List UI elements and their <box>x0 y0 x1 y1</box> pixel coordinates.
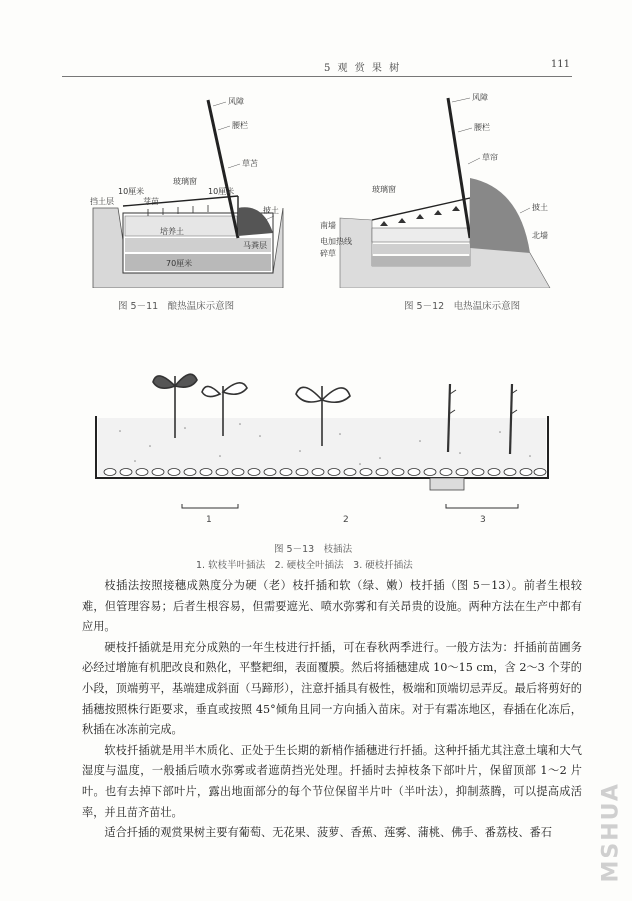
figure-5-12-electric-hotbed <box>320 88 560 288</box>
watermark <box>596 775 626 885</box>
figure-5-13-caption: 图 5－13 枝插法 <box>274 544 353 555</box>
marker-3: 3 <box>480 515 486 525</box>
page-number: 111 <box>550 59 570 70</box>
paragraph-1: 枝插法按照接穗成熟度分为硬（老）枝扦插和软（绿、嫩）枝扦插（图 5－13）。前者生根较难，但管理容易；后者生根容易，但需要遮光、喷水弥雾和有关昂贵的设施。两种方法在生产中都有应用。 <box>82 579 582 634</box>
label-ten-cm-right: 10厘米 <box>208 187 235 196</box>
paragraph-4: 适合扦插的观赏果树主要有葡萄、无花果、菠萝、香蕉、莲雾、蒲桃、佛手、番荔枝、番石 <box>104 826 552 840</box>
figure-5-11-hotbed <box>88 88 288 288</box>
label-seventy-cm: 70厘米 <box>166 259 193 268</box>
label-seedlings: 芽苗 <box>143 197 159 206</box>
label-rail: 腰栏 <box>232 121 248 130</box>
label-heating-material: 马粪层 <box>243 241 267 250</box>
label-ground-level: 挡土层 <box>90 197 114 206</box>
figure-5-12-caption: 图 5－12 电热温床示意图 <box>404 301 521 312</box>
marker-1: 1 <box>206 515 212 525</box>
paragraph-2: 硬枝扦插就是用充分成熟的一年生枝进行扦插，可在春秋两季进行。一般方法为：扦插前苗圃务必经过增施有机肥改良和熟化，平整耙细，表面覆膜。然后将插穗建成 10～15 cm，含 2～3 个芽的小段，顶端剪平，基端建成斜面（马蹄形），注意扦插具有极性，极端和顶端切忌弄反。最后将剪好的插穗按照株行距要求，垂直或按照 45°倾角且同一方向插入苗床。对于有霜冻地区，春插在化冻后，秋插在冰冻前完成。 <box>82 640 582 737</box>
label-soil-bank: 披土 <box>263 206 279 215</box>
running-head: 5 观 赏 果 树 <box>324 63 402 74</box>
figure-5-13-subcaption: 1. 软枝半叶插法 2. 硬枝全叶插法 3. 硬枝扦插法 <box>196 560 413 571</box>
page-header <box>62 58 572 77</box>
label-glass-frame: 玻璃窗 <box>372 185 396 194</box>
figure-5-11-caption: 图 5－11 酿热温床示意图 <box>118 301 235 312</box>
label-wind-barrier: 风障 <box>472 93 488 102</box>
label-soil-bank: 披土 <box>532 203 548 212</box>
label-glass-frame: 玻璃窗 <box>173 177 197 186</box>
label-culture-soil: 培养土 <box>160 227 184 236</box>
label-wind-barrier: 风障 <box>228 97 244 106</box>
label-straw-mat: 草帘 <box>482 153 498 162</box>
watermark-text: MSHUA <box>598 782 624 883</box>
body-text <box>82 576 582 844</box>
label-north-wall: 北墙 <box>532 231 548 240</box>
label-straw-layer: 碎草 <box>320 249 336 258</box>
label-south-wall: 南墙 <box>320 221 336 230</box>
label-heating-wire: 电加热线 <box>320 237 352 246</box>
label-straw-mat: 草苫 <box>242 159 258 168</box>
label-rail: 腰栏 <box>474 123 490 132</box>
marker-2: 2 <box>343 515 349 525</box>
figure-5-13-cutting-methods <box>90 356 560 531</box>
paragraph-3: 软枝扦插就是用半木质化、正处于生长期的新梢作插穗进行扦插。这种扦插尤其注意土壤和大气湿度与温度，一般插后喷水弥雾或者遮荫挡光处理。扦插时去掉枝条下部叶片，保留顶部 1～2 片叶。也有去掉下部叶片，露出地面部分的每个节位保留半片叶（半叶法），抑制蒸腾，可以提高成活率，并且苗齐苗壮。 <box>82 743 582 819</box>
label-ten-cm-left: 10厘米 <box>118 187 145 196</box>
